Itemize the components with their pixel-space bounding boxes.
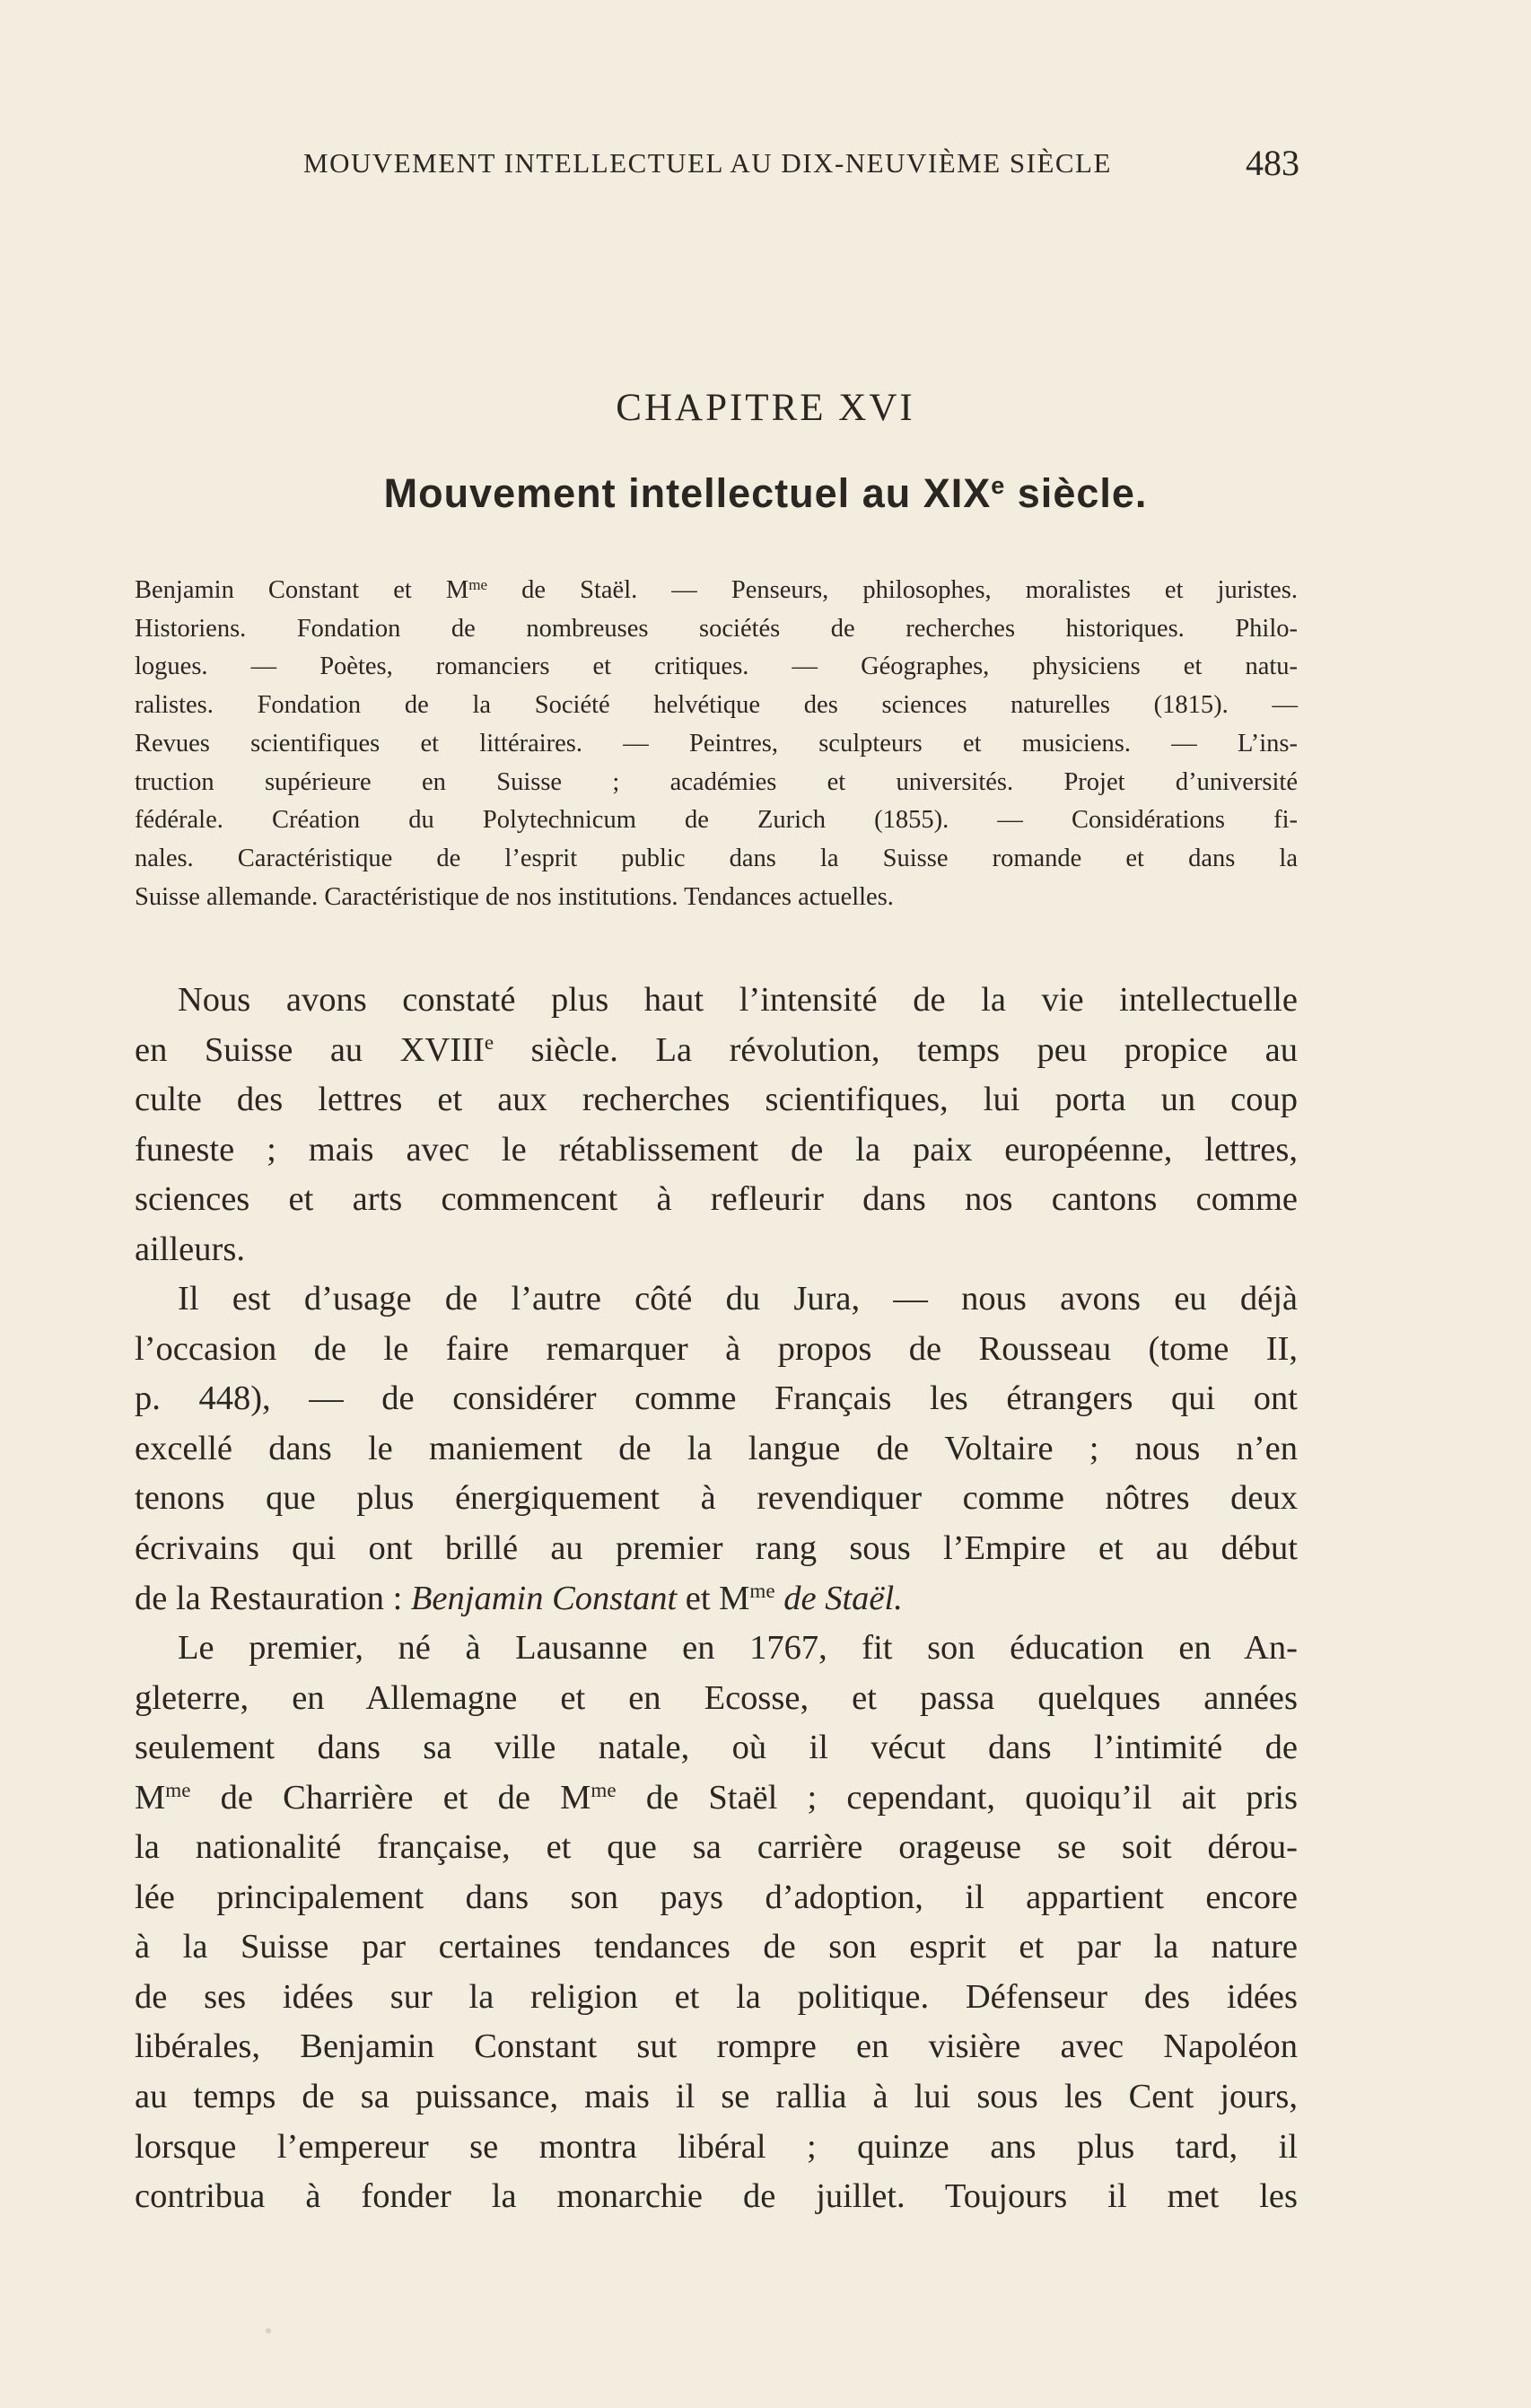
- body-text-run: Le premier, né à Lausanne en 1767, fit son éducation en An-: [178, 1629, 1298, 1668]
- body-line: [135, 1922, 1298, 1973]
- body-line: [135, 1474, 1298, 1524]
- body-text-run: tenons que plus énergiquement à revendiquer comme nôtres deux: [135, 1479, 1298, 1518]
- body-line: [135, 1075, 1298, 1125]
- body-line: [135, 1125, 1298, 1176]
- running-head: MOUVEMENT INTELLECTUEL AU DIX-NEUVIÈME SIÈCLE: [303, 147, 1112, 179]
- body-line: [135, 1026, 1298, 1076]
- summary-line: nales. Caractéristique de l’esprit public dans la Suisse romande et dans la: [135, 844, 1298, 872]
- body-line: [135, 1973, 1298, 2023]
- body-line: [135, 1823, 1298, 1873]
- body-text-run: M: [135, 1778, 166, 1817]
- body-text-run: [775, 1580, 784, 1617]
- summary-sup: me: [468, 575, 488, 593]
- body-text-run: Nous avons constaté plus haut l’intensité de la vie intellectuelle: [178, 981, 1298, 1019]
- body-text-run: seulement dans sa ville natale, où il vécut dans l’intimité de: [135, 1729, 1298, 1767]
- body-text-run: culte des lettres et aux recherches scientifiques, lui porta un coup: [135, 1081, 1298, 1119]
- body-text-run: la nationalité française, et que sa carrière orageuse se soit dérou-: [135, 1828, 1298, 1867]
- body-line: [135, 1175, 1298, 1225]
- body-line: [135, 1873, 1298, 1923]
- summary-line: Suisse allemande. Caractéristique de nos institutions. Tendances actuelles.: [135, 882, 894, 911]
- page-number: 483: [1246, 143, 1299, 183]
- superscript: me: [165, 1778, 191, 1802]
- body-line: [135, 2022, 1298, 2072]
- body-text-run: à la Suisse par certaines tendances de son esprit et par la nature: [135, 1928, 1298, 1966]
- body-line: [135, 1325, 1298, 1375]
- body-text-run: lée principalement dans son pays d’adoption, il appartient encore: [135, 1878, 1298, 1916]
- body-text-run: en Suisse au XVIII: [135, 1030, 485, 1069]
- body-text-run: excellé dans le maniement de la langue de Voltaire ; nous n’en: [135, 1429, 1298, 1467]
- body-line: [135, 976, 1298, 1026]
- chapter-title-end: siècle.: [1005, 470, 1148, 516]
- body-text-run: sciences et arts commencent à refleurir dans nos cantons comme: [135, 1180, 1298, 1219]
- chapter-title-sup: e: [991, 472, 1006, 500]
- body-text-run: libérales, Benjamin Constant sut rompre en visière avec Napoléon: [135, 2027, 1298, 2066]
- body-text-run: et M: [677, 1579, 750, 1617]
- summary-text: de Staël. — Penseurs, philosophes, moralistes et juristes.: [487, 576, 1298, 604]
- body-text-run: siècle. La révolution, temps peu propice au: [494, 1030, 1298, 1069]
- body-text-run: l’occasion de le faire remarquer à propos de Rousseau (tome II,: [135, 1329, 1298, 1368]
- body-text-run: de Charrière et de M: [190, 1778, 591, 1817]
- body-line: [135, 1225, 1298, 1275]
- body-line: [135, 1674, 1298, 1724]
- body-text-run: gleterre, en Allemagne et en Ecosse, et passa quelques années: [135, 1678, 1298, 1717]
- body-line: [135, 1773, 1298, 1824]
- body-text-run: funeste ; mais avec le rétablissement de la paix européenne, lettres,: [135, 1130, 1298, 1169]
- body-text-run: ailleurs.: [135, 1230, 245, 1268]
- summary-line: truction supérieure en Suisse ; académies et universités. Projet d’université: [135, 767, 1298, 796]
- superscript: me: [591, 1778, 617, 1802]
- summary-line: logues. — Poètes, romanciers et critiques. — Géographes, physiciens et natu-: [135, 652, 1298, 681]
- body-line: [135, 1274, 1298, 1325]
- body-text-run: de ses idées sur la religion et la politique. Défenseur des idées: [135, 1977, 1298, 2016]
- body-text-run: lorsque l’empereur se montra libéral ; quinze ans plus tard, il: [135, 2127, 1298, 2166]
- body-text-run: écrivains qui ont brillé au premier rang sous l’Empire et au début: [135, 1529, 1298, 1568]
- body-text-run: contribua à fonder la monarchie de juillet. Toujours il met les: [135, 2177, 1298, 2216]
- body-text-run: au temps de sa puissance, mais il se rallia à lui sous les Cent jours,: [135, 2078, 1298, 2116]
- body-line: [135, 2123, 1298, 2173]
- body-line: [135, 1524, 1298, 1574]
- body-line: [135, 2172, 1298, 2222]
- body-line: [135, 1424, 1298, 1475]
- italic-text: Benjamin Constant: [410, 1579, 678, 1617]
- body-text: [135, 976, 1298, 2222]
- body-line: [135, 1574, 1298, 1624]
- body-text-run: Il est d’usage de l’autre côté du Jura, — nous avons eu déjà: [178, 1280, 1298, 1318]
- italic-text: de Staël.: [783, 1579, 903, 1617]
- chapter-label: CHAPITRE XVI: [616, 387, 915, 429]
- body-line: [135, 1374, 1298, 1424]
- superscript: me: [749, 1578, 775, 1602]
- chapter-summary: [135, 572, 1298, 916]
- summary-line: Historiens. Fondation de nombreuses sociétés de recherches historiques. Philo-: [135, 614, 1298, 643]
- body-text-run: p. 448), — de considérer comme Français les étrangers qui ont: [135, 1379, 1298, 1418]
- summary-line: fédérale. Création du Polytechnicum de Zurich (1855). — Considérations fi-: [135, 806, 1298, 835]
- chapter-title-text: Mouvement intellectuel au XIX: [383, 470, 992, 516]
- summary-line: ralistes. Fondation de la Société helvétique des sciences naturelles (1815). —: [135, 691, 1298, 720]
- body-text-run: de la Restauration :: [135, 1579, 411, 1617]
- body-text-run: de Staël ; cependant, quoiqu’il ait pris: [616, 1778, 1298, 1817]
- summary-text: Benjamin Constant et M: [135, 576, 469, 604]
- body-line: [135, 1624, 1298, 1674]
- superscript: e: [484, 1029, 494, 1054]
- chapter-title: [0, 470, 1531, 517]
- body-line: [135, 2072, 1298, 2123]
- body-line: [135, 1723, 1298, 1773]
- summary-line: Revues scientifiques et littéraires. — Peintres, sculpteurs et musiciens. — L’ins-: [135, 729, 1298, 757]
- summary-line: [135, 572, 1298, 610]
- paper-spot: [266, 2328, 271, 2334]
